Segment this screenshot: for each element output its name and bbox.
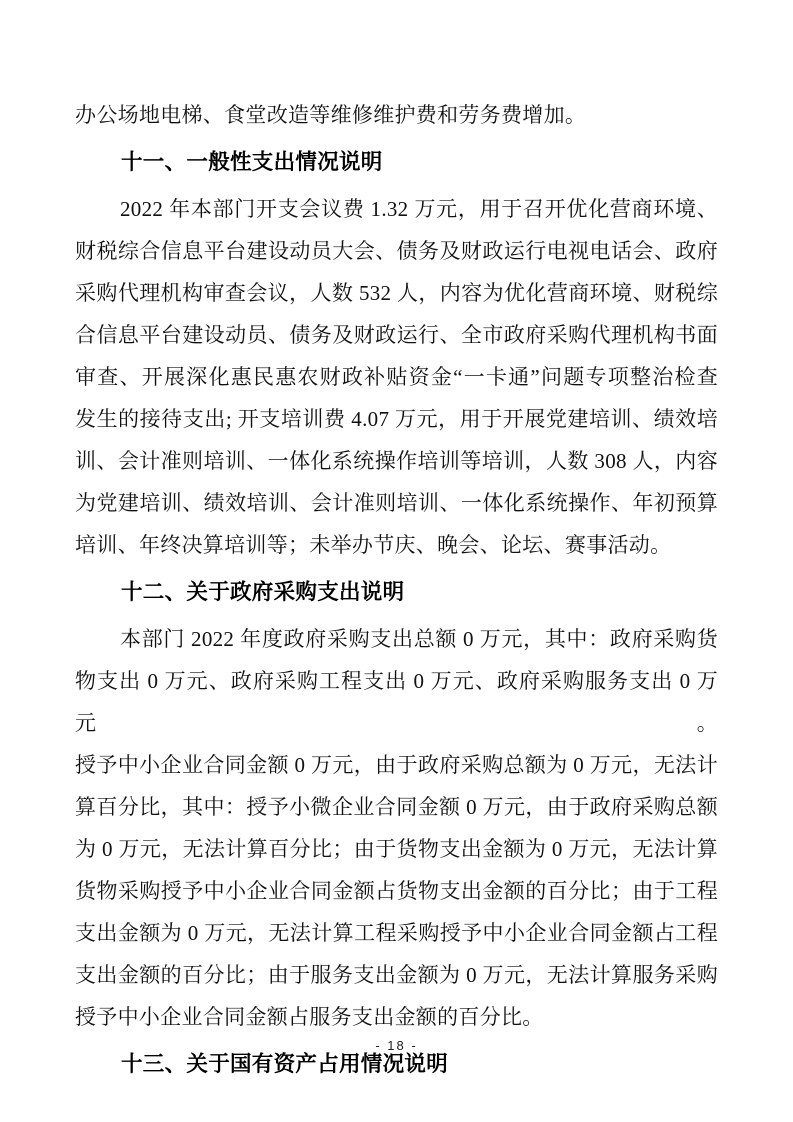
paragraph-line: 发生的接待支出; 开支培训费 4.07 万元，用于开展党建培训、绩效培 bbox=[75, 407, 718, 431]
section-heading: 十三、关于国有资产占用情况说明 bbox=[121, 1052, 449, 1076]
paragraph-line: 授予中小企业合同金额 0 万元，由于政府采购总额为 0 万元，无法计 bbox=[75, 753, 718, 777]
paragraph-line: 物支出 0 万元、政府采购工程支出 0 万元、政府采购服务支出 0 万元。 bbox=[75, 669, 718, 735]
paragraph-line: 审查、开展深化惠民惠农财政补贴资金“一卡通”问题专项整治检查 bbox=[75, 365, 718, 389]
paragraph-line: 支出金额的百分比；由于服务支出金额为 0 万元，无法计算服务采购 bbox=[75, 963, 718, 987]
paragraph-line: 办公场地电梯、食堂改造等维修维护费和劳务费增加。 bbox=[75, 103, 587, 127]
paragraph-line: 为党建培训、绩效培训、会计准则培训、一体化系统操作、年初预算 bbox=[75, 491, 718, 515]
paragraph-line: 算百分比，其中：授予小微企业合同金额 0 万元，由于政府采购总额 bbox=[75, 795, 718, 819]
paragraph-line: 本部门 2022 年度政府采购支出总额 0 万元，其中：政府采购货 bbox=[120, 627, 718, 651]
paragraph-line: 支出金额为 0 万元，无法计算工程采购授予中小企业合同金额占工程 bbox=[75, 921, 718, 945]
paragraph-line: 财税综合信息平台建设动员大会、债务及财政运行电视电话会、政府 bbox=[75, 239, 718, 263]
section-heading: 十一、一般性支出情况说明 bbox=[121, 150, 383, 174]
paragraph-line: 授予中小企业合同金额占服务支出金额的百分比。 bbox=[75, 1005, 544, 1029]
paragraph-line: 合信息平台建设动员、债务及财政运行、全市政府采购代理机构书面 bbox=[75, 323, 718, 347]
section-heading: 十二、关于政府采购支出说明 bbox=[121, 580, 405, 604]
paragraph-line: 为 0 万元，无法计算百分比；由于货物支出金额为 0 万元，无法计算 bbox=[75, 837, 718, 861]
paragraph-line: 2022 年本部门开支会议费 1.32 万元，用于召开优化营商环境、 bbox=[120, 197, 718, 221]
paragraph-line: 培训、年终决算培训等；未举办节庆、晚会、论坛、赛事活动。 bbox=[75, 533, 672, 557]
paragraph-line: 采购代理机构审查会议，人数 532 人，内容为优化营商环境、财税综 bbox=[75, 281, 718, 305]
paragraph-line: 货物采购授予中小企业合同金额占货物支出金额的百分比；由于工程 bbox=[75, 879, 718, 903]
document-body bbox=[75, 94, 718, 1090]
page-number: - 18 - bbox=[375, 1038, 418, 1053]
paragraph-line: 训、会计准则培训、一体化系统操作培训等培训，人数 308 人，内容 bbox=[75, 449, 718, 473]
